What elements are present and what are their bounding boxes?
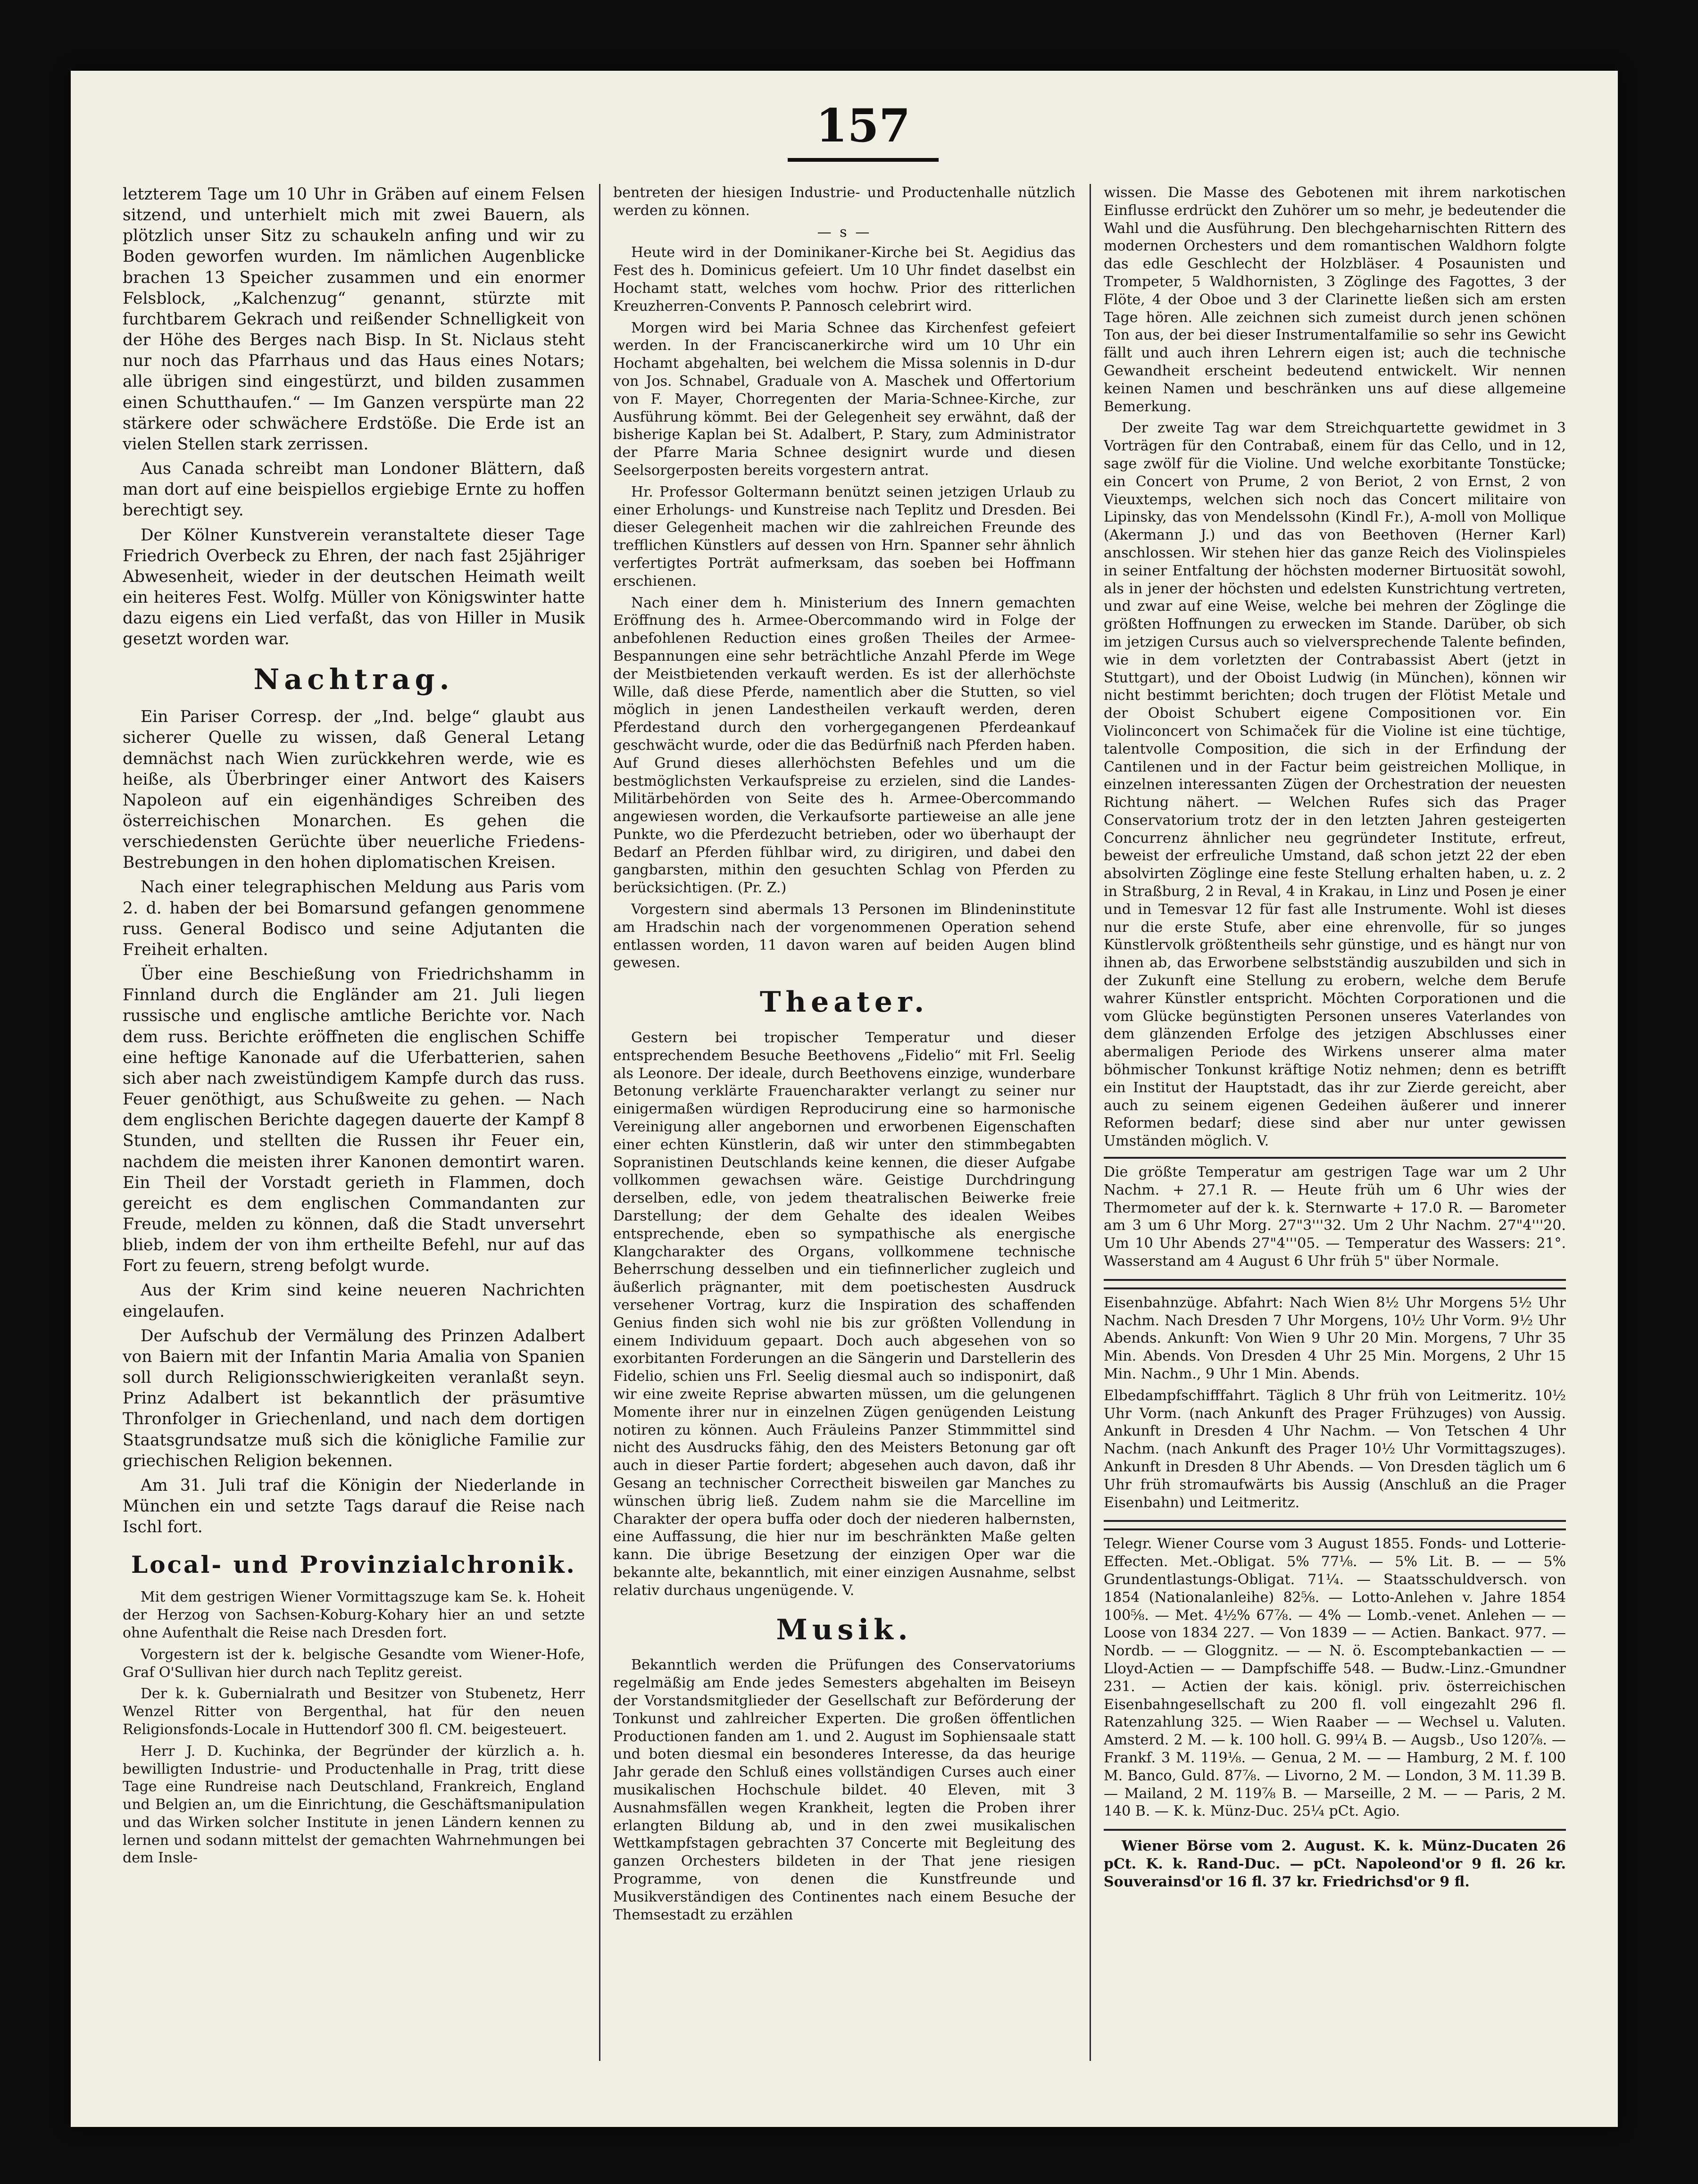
section-heading-musik: Musik.	[776, 1613, 913, 1646]
article-paragraph: Am 31. Juli traf die Königin der Niederlande in München ein und setzte Tags darauf die Reise nach Ischl fort.	[123, 1476, 585, 1537]
article-paragraph: letzterem Tage um 10 Uhr in Gräben auf einem Felsen sitzend, und unterhielt mich mit zwei Bauern, als plötzlich unser Sitz zu schaukeln anfing und wir zu Boden geworfen wurden. Im nämlichen Augenblicke brachen 13 Speicher zusammen und ein enormer Felsblock, „Kalchenzug“ genannt, stürzte mit furchtbarem Gekrach und reißender Schnelligkeit von der Höhe des Berges nach Bisp. In St. Niclaus steht nur noch das Pfarrhaus und das Haus eines Notars; alle übrigen sind eingestürzt, und bilden zusammen einen Schutthaufen.“ — Im Ganzen verspürte man 22 stärkere oder schwächere Erdstöße. Die Erde ist an vielen Stellen stark zerrissen.	[123, 185, 585, 454]
article-paragraph: Mit dem gestrigen Wiener Vormittagszuge kam Se. k. Hoheit der Herzog von Sachsen-Koburg-Kohary hier an und setzte ohne Aufenthalt die Reise nach Dresden fort.	[123, 1589, 585, 1641]
article-paragraph: Bekanntlich werden die Prüfungen des Conservatoriums regelmäßig am Ende jedes Semesters abgehalten im Beiseyn der Vorstandsmitglieder der Gesellschaft zur Beförderung der Tonkunst und zahlreicher Experten. Die großen öffentlichen Productionen fanden am 1. und 2. August im Sophiensaale statt und boten diesmal ein besonderes Interesse, da das heurige Jahr gerade den Schluß eines vollständigen Curses auch einer musikalischen Hochschule bildet. 40 Eleven, mit 3 Ausnahmsfällen wegen Krankheit, legten die Proben ihrer erlangten Bildung ab, und in den zwei musikalischen Wettkampfstagen gebrachten 37 Concerte mit Begleitung des ganzen Orchesters bildeten in der That jene riesigen Programme, von denen die Kunstfreunde und Musikverständigen des Continentes nach einem Besuche der Themsestadt zu erzählen	[613, 1657, 1075, 1923]
exchange-rates	[1104, 1528, 1566, 1831]
section-heading-nachtrag: Nachtrag.	[253, 663, 454, 697]
column-2	[613, 184, 1075, 2061]
transport-schedule	[1104, 1287, 1566, 1522]
article-paragraph: Hr. Professor Goltermann benützt seinen jetzigen Urlaub zu einer Erholungs- und Kunstreise nach Teplitz und Dresden. Bei dieser Gelegenheit machen wir die zahlreichen Freunde des trefflichen Künstlers auf dessen von Hrn. Spanner sehr ähnlich verfertigtes Porträt aufmerksam, das soeben bei Hoffmann erschienen.	[613, 483, 1075, 590]
article-paragraph: Der Kölner Kunstverein veranstaltete dieser Tage Friedrich Overbeck zu Ehren, der nach fast 25jähriger Abwesenheit, wieder in der deutschen Heimath weilt ein heiteres Fest. Wolfg. Müller von Königswinter hatte dazu eigens ein Lied verfaßt, das von Hiller in Musik gesetzt worden war.	[123, 525, 585, 649]
column-divider	[1090, 184, 1091, 2061]
article-paragraph: Vorgestern sind abermals 13 Personen im Blindeninstitute am Hradschin nach der vorgenommenen Operation sehend entlassen worden, 11 davon waren auf beiden Augen blind gewesen.	[613, 901, 1075, 972]
page-number-rule	[788, 158, 939, 162]
article-paragraph: Ein Pariser Corresp. der „Ind. belge“ glaubt aus sicherer Quelle zu wissen, daß General Letang demnächst nach Wien zurückkehren werde, wie es heiße, als Überbringer einer Antwort des Kaisers Napoleon auf ein eigenhändiges Schreiben des österreichischen Monarchen. Es gehen die verschiedensten Gerüchte über neuerliche Friedens-Bestrebungen in den hohen diplomatischen Kreisen.	[123, 707, 585, 872]
article-paragraph: Aus Canada schreibt man Londoner Blättern, daß man dort auf eine beispiellos ergiebige Ernte zu hoffen berechtigt sey.	[123, 459, 585, 520]
article-paragraph: Nach einer telegraphischen Meldung aus Paris vom 2. d. haben der bei Bomarsund gefangen genommene russ. General Bodisco und seine Adjutanten die Freiheit erhalten.	[123, 878, 585, 959]
vienna-course: Telegr. Wiener Course vom 3 August 1855. Fonds- und Lotterie-Effecten. Met.-Obligat. 5% 77⅛. — 5% Lit. B. — — 5% Grundentlastungs-Obligat. 71¼. — Staatsschuldversch. von 1854 (Nationalanleihe) 82⅝. — Lotto-Anlehen v. Jahre 1854 100⅝. — Met. 4½% 67⅞. — 4% — Lomb.-venet. Anlehen — — Loose von 1834 227. — Von 1839 — — Actien. Bankact. 977. — Nordb. — — Gloggnitz. — — N. ö. Escomptebankactien — — Lloyd-Actien — — Dampfschiffe 548. — Budw.-Linz.-Gmundner 231. — Actien der kais. königl. priv. österreichischen Eisenbahngesellschaft zu 200 fl. voll eingezahlt 296 fl. Ratenzahlung 325. — Wien Raaber — — Wechsel u. Valuten. Amsterd. 2 M. — k. 100 holl. G. 99¼ B. — Augsb., Uso 120⅞. — Frankf. 3 M. 119⅛. — Genua, 2 M. — — Hamburg, 2 M. f. 100 M. Banco, Guld. 87⅞. — Livorno, 2 M. — London, 3 M. 11.39 B. — Mailand, 2 M. 119⅞ B. — Marseille, 2 M. — — Paris, 2 M. 140 B. — K. k. Münz-Duc. 25¼ pCt. Agio.	[1104, 1536, 1566, 1820]
section-heading-local: Local- und Provinzialchronik.	[131, 1551, 576, 1579]
article-paragraph: Der Aufschub der Vermälung des Prinzen Adalbert von Baiern mit der Infantin Maria Amalia von Spanien soll durch Religionsschwierigkeiten veranlaßt seyn. Prinz Adalbert ist bekanntlich der präsumtive Thronfolger in Griechenland, und nach dem dortigen Staatsgrundsatze muß sich die königliche Familie zur griechischen Religion bekennen.	[123, 1326, 585, 1470]
article-paragraph: bentreten der hiesigen Industrie- und Productenhalle nützlich werden zu können.	[613, 184, 1075, 219]
article-paragraph: Aus der Krim sind keine neueren Nachrichten eingelaufen.	[123, 1281, 585, 1321]
article-paragraph: Herr J. D. Kuchinka, der Begründer der kürzlich a. h. bewilligten Industrie- und Productenhalle in Prag, tritt diese Tage eine Rundreise nach Deutschland, Frankreich, England und Belgien an, um die Einrichtung, die Geschäftsmanipulation und das Wirken solcher Institute in jenen Ländern kennen zu lernen und sodann mittelst der gemachten Wahrnehmungen bei dem Insle-	[123, 1743, 585, 1867]
newspaper-page	[71, 71, 1618, 2127]
page-number: 157	[816, 99, 911, 152]
column-3	[1104, 184, 1566, 2061]
article-paragraph: Über eine Beschießung von Friedrichshamm in Finnland durch die Engländer am 21. Juli liegen russische und englische amtliche Berichte vor. Nach dem russ. Berichte eröffneten die englischen Schiffe eine heftige Kanonade auf die Uferbatterien, sahen sich aber nach zweistündigem Kampfe durch das russ. Feuer genöthigt, aus Schußweite zu gehen. — Nach dem englischen Berichte dagegen dauerte der Kampf 8 Stunden, und stellten die Russen ihr Feuer ein, nachdem die meisten ihrer Kanonen demontirt waren. Ein Theil der Vorstadt gerieth in Flammen, doch gereicht es dem englischen Commandanten zur Freude, melden zu können, daß die Stadt unversehrt blieb, indem der von ihm ertheilte Befehl, nur auf das Fort zu feuern, streng befolgt wurde.	[123, 965, 585, 1276]
article-paragraph: wissen. Die Masse des Gebotenen mit ihrem narkotischen Einflusse erdrückt den Zuhörer um so mehr, je bedeutender die Wahl und die Ausführung. Den blechgeharnischten Rittern des modernen Orchesters und dem romantischen Waldhorn folgte das edle Geschlecht der Holzbläser. 4 Posaunisten und Trompeter, 5 Waldhornisten, 3 Zöglinge des Fagottes, 3 der Flöte, 4 der Oboe und 3 der Clarinette ließen sich am ersten Tage hören. Alle zeichnen sich zumeist durch jenen schönen Ton aus, der bei dieser Instrumentalfamilie so sehr ins Gewicht fällt und auch ihren Lehrern eigen ist; auch die technische Gewandheit erscheint bedeutend entwickelt. Wir nennen keinen Namen und beschränken uns auf diese allgemeine Bemerkung.	[1104, 184, 1566, 415]
weather-report	[1104, 1157, 1566, 1281]
vienna-boerse: Wiener Börse vom 2. August. K. k. Münz-Ducaten 26 pCt. K. k. Rand-Duc. — pCt. Napoleond'or 9 fl. 26 kr. Souverainsd'or 16 fl. 37 kr. Friedrichsd'or 9 fl.	[1104, 1838, 1566, 1890]
article-paragraph: Morgen wird bei Maria Schnee das Kirchenfest gefeiert werden. In der Franciscanerkirche wird um 10 Uhr ein Hochamt abgehalten, bei welchem die Missa solennis in D-dur von Jos. Schnabel, Graduale von A. Maschek und Offertorium von F. Mayer, Chorregenten der Maria-Schnee-Kirche, zur Ausführung kömmt. Bei der Gelegenheit sey erwähnt, daß der bisherige Kaplan bei St. Adalbert, P. Stary, zum Administrator der Pfarre Maria Schnee designirt wurde und diesen Seelsorgerposten bereits vorgestern antrat.	[613, 319, 1075, 479]
rail-schedule: Eisenbahnzüge. Abfahrt: Nach Wien 8½ Uhr Morgens 5½ Uhr Nachm. Nach Dresden 7 Uhr Morgens, 10½ Uhr Vorm. 9½ Uhr Abends. Ankunft: Von Wien 9 Uhr 20 Min. Morgens, 7 Uhr 35 Min. Abends. Von Dresden 4 Uhr 25 Min. Morgens, 2 Uhr 15 Min. Nachm., 9 Uhr 1 Min. Abends.	[1104, 1294, 1566, 1382]
column-1	[123, 184, 585, 2061]
article-paragraph: Heute wird in der Dominikaner-Kirche bei St. Aegidius das Fest des h. Dominicus gefeiert. Um 10 Uhr findet daselbst ein Hochamt statt, welches vom hochw. Prior des ritterlichen Kreuzherren-Convents P. Pannosch celebrirt wird.	[613, 244, 1075, 315]
weather-text: Die größte Temperatur am gestrigen Tage war um 2 Uhr Nachm. + 27.1 R. — Heute früh um 6 Uhr wies der Thermometer auf der k. k. Sternwarte + 17.0 R. — Barometer am 3 um 6 Uhr Morg. 27"3'''32. Um 2 Uhr Nachm. 27"4'''20. Um 10 Uhr Abends 27"4'''05. — Temperatur des Wassers: 21°. Wasserstand am 4 August 6 Uhr früh 5" über Normale.	[1104, 1164, 1566, 1270]
article-paragraph: Nach einer dem h. Ministerium des Innern gemachten Eröffnung des h. Armee-Obercommando wird in Folge der anbefohlenen Reduction eines großen Theiles der Armee-Bespannungen eine sehr beträchtliche Anzahl Pferde im Wege der Meistbietenden verkauft werden. Es ist der allerhöchste Wille, daß diese Pferde, namentlich aber die Stutten, so viel möglich in jenen Landestheilen verkauft werden, deren Pferdestand durch den vorhergegangenen Pferdeankauf geschwächt wurde, oder die das Bedürfniß nach Pferden haben. Auf Grund dieses allerhöchsten Befehles und um die bestmöglichsten Verkaufspreise zu erzielen, sind die Landes-Militärbehörden von Seite des h. Armee-Obercommando angewiesen worden, die Verkaufsorte partieweise an alle jene Punkte, wo die Pferdezucht betrieben, oder wo überhaupt der Bedarf an Pferden fühlbar wird, zu dirigiren, und dabei den gangbarsten, mithin den gesuchten Schlag von Pferden zu berücksichtigen. (Pr. Z.)	[613, 594, 1075, 897]
section-heading-theater: Theater.	[759, 986, 929, 1019]
steamship-schedule: Elbedampfschifffahrt. Täglich 8 Uhr früh von Leitmeritz. 10½ Uhr Vorm. (nach Ankunft des Prager Frühzuges) von Aussig. Ankunft in Dresden 4 Uhr Nachm. — Von Tetschen 4 Uhr Nachm. (nach Ankunft des Prager 10½ Uhr Vormittagszuges). Ankunft in Dresden 8 Uhr Abends. — Von Dresden täglich um 6 Uhr früh stromaufwärts bis Aussig (Anschluß an die Prager Eisenbahn) und Leitmeritz.	[1104, 1387, 1566, 1511]
article-paragraph: Vorgestern ist der k. belgische Gesandte vom Wiener-Hofe, Graf O'Sullivan hier durch nach Teplitz gereist.	[123, 1646, 585, 1681]
article-paragraph: Der k. k. Gubernialrath und Besitzer von Stubenetz, Herr Wenzel Ritter von Bergenthal, hat für den neuen Religionsfonds-Locale in Huttendorf 300 fl. CM. beigesteuert.	[123, 1686, 585, 1738]
article-paragraph: Gestern bei tropischer Temperatur und dieser entsprechendem Besuche Beethovens „Fidelio“ mit Frl. Seelig als Leonore. Der ideale, durch Beethovens einzige, wunderbare Betonung verklärte Frauencharakter verlangt zu seiner nur einigermaßen würdigen Reproducirung eine so harmonische Vereinigung aller angebornen und erworbenen Eigenschaften einer echten Künstlerin, daß wir unter den stimmbegabten Sopranistinen Deutschlands keine kennen, die dieser Aufgabe vollkommen gewachsen wäre. Geistige Durchdringung derselben, edle, von jedem theatralischen Beiwerke freie Darstellung; der dem Gehalte des idealen Weibes entsprechende, eben so sympathische als energische Klangcharakter des Organs, vollkommene technische Beherrschung desselben und ein tiefinnerlicher zugleich und äußerlich prägnanter, mit dem poetischesten Ausdruck versehener Vortrag, kurz die Inspiration des schaffenden Genius finden sich wohl nie bis zur größten Vollendung in einem Individuum gepaart. Doch auch abgesehen von so exorbitanten Forderungen an die Sängerin und Darstellerin des Fidelio, schien uns Frl. Seelig diesmal auch so indisponirt, daß wir eine zweite Reprise abwarten müssen, um die gelungenen Momente ihrer nur in einzelnen Zügen genügenden Leistung notiren zu können. Auch Fräuleins Panzer Stimmmittel sind nicht des Ausdrucks fähig, den des Meisters Betonung gar oft auch in dieser Partie fordert; abgesehen auch davon, daß ihr Gesang an technischer Correctheit bisweilen gar Manches zu wünschen übrig ließ. Zudem nahm sie die Marcelline im Charakter der opera buffa oder doch der niederen halbernsten, eine Auffassung, die hier nur im beschränkten Maße gelten kann. Die übrige Besetzung der einzigen Oper war die bekannte alte, bekanntlich, mit einer einzigen Ausnahme, selbst relativ durchaus ungenügende. V.	[613, 1030, 1075, 1599]
separator: — s —	[817, 224, 872, 241]
column-divider	[599, 184, 600, 2061]
article-paragraph: Der zweite Tag war dem Streichquartette gewidmet in 3 Vorträgen für den Contrabaß, einem für das Cello, und in 12, sage zwölf für die Violine. Und welche exorbitante Tonstücke; ein Concert von Prume, 2 von Beriot, 2 von Ernst, 2 von Vieuxtemps, welchen sich noch das Concert militaire von Lipinsky, das von Mendelssohn (Kindl Fr.), A-moll von Mollique (Akermann J.) und das von Beethoven (Herner Karl) anschlossen. Wir stehen hier das ganze Reich des Violinspieles in seiner Entfaltung der höchsten moderner Birtuosität sowohl, als in jener der höchsten und edelsten Kunstrichtung vertreten, und zwar auf eine Weise, welche bei mehren der Zöglinge die größten Hoffnungen zu erwecken im Stande. Darüber, ob sich im jetzigen Cursus auch so vielversprechende Talente befinden, wie in dem vorletzten der Contrabassist Abert (jetzt in Stuttgart), und der Oboist Ludwig (in München), können wir nicht bestimmt berichten; doch trugen der Flötist Metale und der Oboist Schubert eigene Compositionen vor. Ein Violinconcert von Schimaček für die Violine ist eine tüchtige, talentvolle Composition, die sich in der Erfindung der Cantilenen und in der Factur beim geistreichen Mollique, in einzelnen interessanten Zügen der Orchestration der neuesten Richtung nähert. — Welchen Rufes sich das Prager Conservatorium trotz der in den letzten Jahren gesteigerten Concurrenz ähnlicher neu gegründeter Institute, erfreut, beweist der erfreuliche Umstand, daß schon jetzt 22 der eben absolvirten Zöglinge eine feste Stellung erhalten haben, u. z. 2 in Straßburg, 2 in Reval, 4 in Krakau, in Linz und Posen je einer und in Temesvar 12 für fast alle Instrumente. Wohl ist dieses nur die erste Stufe, aber eine ehrenvolle, für so junges Künstlervolk größtentheils sehr günstige, und es hängt nur von ihnen ab, das Erworbene selbstständig auszubilden und sich in der Zukunft eine Stellung zu erobern, welche dem Berufe wahrer Künstler entspricht. Möchten Corporationen und die vom Glücke begünstigten Personen unseres Vaterlandes von dem glänzenden Erfolge des jetzigen Abschlusses einer abermaligen Periode des Wirkens unserer alma mater böhmischer Tonkunst kräftige Notiz nehmen; denn es betrifft ein Institut der Hauptstadt, das ihr zur Zierde gereicht, aber auch zu seinem eigenen Gedeihen äußerer und innerer Reformen bedarf; diese sind aber nur unter gewissen Umständen möglich. V.	[1104, 420, 1566, 1150]
